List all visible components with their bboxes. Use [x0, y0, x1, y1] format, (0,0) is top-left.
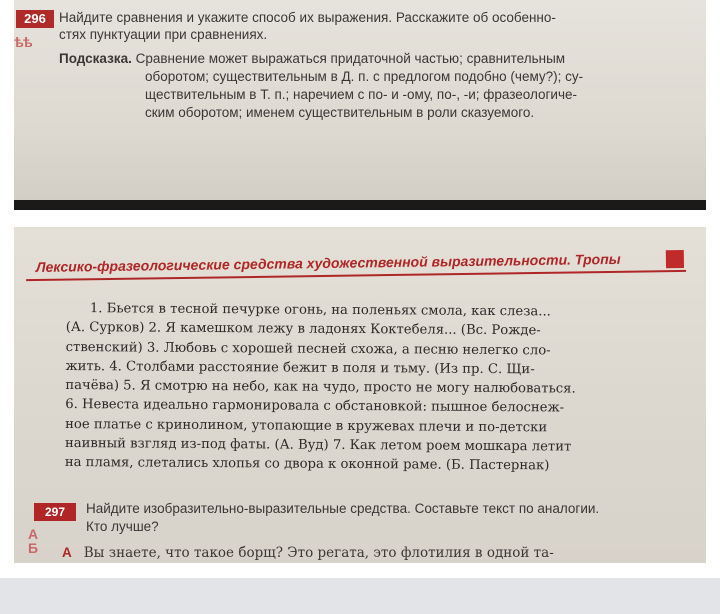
top-photo	[14, 0, 706, 210]
textbook-page-top	[14, 0, 706, 200]
letters-ab-icon: А Б	[28, 526, 39, 556]
textbook-page-bottom	[14, 227, 706, 563]
quote-line: наивный взгляд из-под фаты. (А. Вуд) 7. Как летом роем мошкара летит	[64, 436, 572, 455]
quote-line: (А. Сурков) 2. Я камешком лежу в ладонях Коктебеля... (Вс. Рожде-	[65, 320, 541, 339]
quote-line: ное платье с кринолином, утопающие в кружевах плечи и по-детски	[65, 416, 548, 436]
section-header	[36, 250, 676, 283]
task-line: Найдите сравнения и укажите способ их выражения. Расскажите об особенно-	[59, 10, 556, 25]
exercise-number-badge: 296	[16, 10, 54, 28]
header-marker	[666, 250, 684, 268]
hint-line: Сравнение может выражаться придаточной частью; сравнительным	[131, 51, 566, 66]
task-line: Найдите изобразительно-выразительные средства. Составьте текст по аналогии.	[86, 501, 600, 516]
item-letter: А	[62, 545, 72, 560]
quote-line: 1. Бьется в тесной печурке огонь, на поленьях смола, как слеза...	[89, 301, 551, 320]
exercise-item-a	[62, 545, 702, 561]
task-line: стях пунктуации при сравнениях.	[59, 27, 268, 42]
hint-line: оборотом; существительным в Д. п. с предлогом подобно (чему?); су-	[145, 69, 584, 84]
quote-line: 6. Невеста идеально гармонировала с обстановкой: пышное белоснеж-	[65, 397, 565, 416]
pencil-pair-icon: ѣѣ	[14, 34, 32, 50]
exercise-task-text	[86, 500, 686, 536]
quote-line: пачёва) 5. Я смотрю на небо, как на чудо, просто не могу налюбоваться.	[65, 378, 576, 397]
hint-block	[59, 50, 659, 122]
hint-line: ществительным в Т. п.; наречием с по- и -ому, по-, -и; фразеологиче-	[145, 87, 577, 102]
quote-line: ственский) 3. Любовь с хорошей песней схожа, а песню нелегко сло-	[65, 339, 551, 358]
hint-line: ским оборотом; именем существительным в роли сказуемого.	[145, 105, 535, 120]
hint-first-line	[59, 50, 659, 68]
bottom-bar	[0, 578, 720, 614]
exercise-task-text	[59, 9, 659, 43]
task-line: Кто лучше?	[86, 519, 159, 534]
literary-quotes	[65, 299, 694, 477]
item-text: Вы знаете, что такое борщ? Это регата, это флотилия в одной та-	[83, 545, 554, 561]
section-title: Лексико-фразеологические средства художественной выразительности. Тропы	[35, 250, 621, 275]
bottom-photo	[14, 227, 706, 563]
hint-label: Подсказка.	[59, 51, 132, 66]
exercise-number-badge: 297	[34, 503, 76, 521]
quote-line: жить. 4. Столбами расстояние бежит в поля и тьму. (Из пр. С. Щи-	[65, 358, 535, 378]
quote-line: на пламя, слетались хлопья со двора к оконной раме. (Б. Пастернак)	[64, 455, 550, 474]
